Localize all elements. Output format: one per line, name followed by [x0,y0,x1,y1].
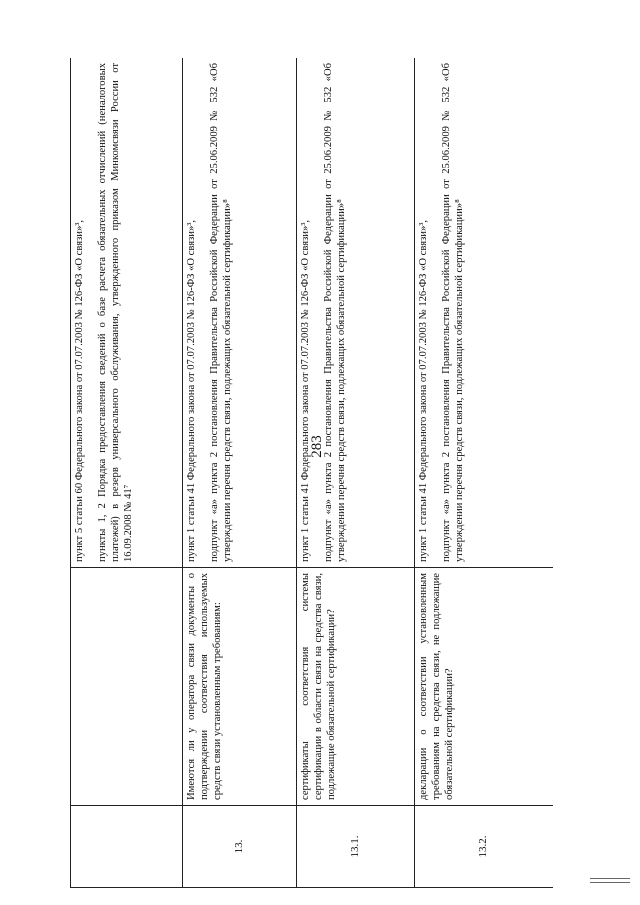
question-cell: декларации о соответствии установленным требованиям на средства связи, не подлежащие обязательной сертификации? [415,568,554,806]
legal-basis-paragraph: пункт 1 статьи 41 Федерального закона от 07.07.2003 № 126-ФЗ «О связи»³, [186,219,197,562]
legal-basis-cell [415,58,554,568]
requirements-table [70,58,553,888]
row-number: 13.2. [415,806,554,888]
rotated-table-frame [70,58,553,888]
scan-margin-marks [590,878,630,888]
legal-basis-paragraph: подпункт «а» пункта 2 постановления Правительства Российской Федерации от 25.06.2009 № 532 «Об утверждении перечня средств связи, подлежащих обязательной сертификации»⁸ [440,63,465,562]
question-cell [71,568,183,806]
legal-basis-cell [71,58,183,568]
legal-basis-paragraph: подпункт «а» пункта 2 постановления Правительства Российской Федерации от 25.06.2009 № 532 «Об утверждении перечня средств связи, подлежащих обязательной сертификации»⁸ [208,63,233,562]
legal-basis-paragraph: подпункт «а» пункта 2 постановления Правительства Российской Федерации от 25.06.2009 № 532 «Об утверждении перечня средств связи, подлежащих обязательной сертификации»⁸ [322,63,347,562]
question-cell: Имеются ли у оператора связи документы о подтверждении соответствия используемых средств связи установленным требованиям: [183,568,297,806]
row-number [71,806,183,888]
row-number: 13. [183,806,297,888]
legal-basis-paragraph: пункт 1 статьи 41 Федерального закона от 07.07.2003 № 126-ФЗ «О связи»³, [300,219,311,562]
table-row [183,58,297,888]
question-cell: сертификаты соответствия системы сертификации в области связи на средства связи, подлежащие обязательной сертификации? [297,568,415,806]
table-row [415,58,554,888]
row-number: 13.1. [297,806,415,888]
legal-basis-paragraph: пункты 1, 2 Порядка предоставления сведений о базе расчета обязательных отчислений (неналоговых платежей) в резерв универсального обслуживания, утвержденного приказом Минкомсвязи России от 16.09.2008 № 41⁷ [96,63,134,562]
page-number: 283 [308,435,325,458]
table-row [297,58,415,888]
table-row [71,58,183,888]
legal-basis-cell [297,58,415,568]
rotated-table-content [70,58,553,888]
legal-basis-cell [183,58,297,568]
legal-basis-paragraph: пункт 5 статьи 60 Федерального закона от 07.07.2003 № 126-ФЗ «О связи»³, [74,219,85,562]
legal-basis-paragraph: пункт 1 статьи 41 Федерального закона от 07.07.2003 № 126-ФЗ «О связи»³, [418,219,429,562]
